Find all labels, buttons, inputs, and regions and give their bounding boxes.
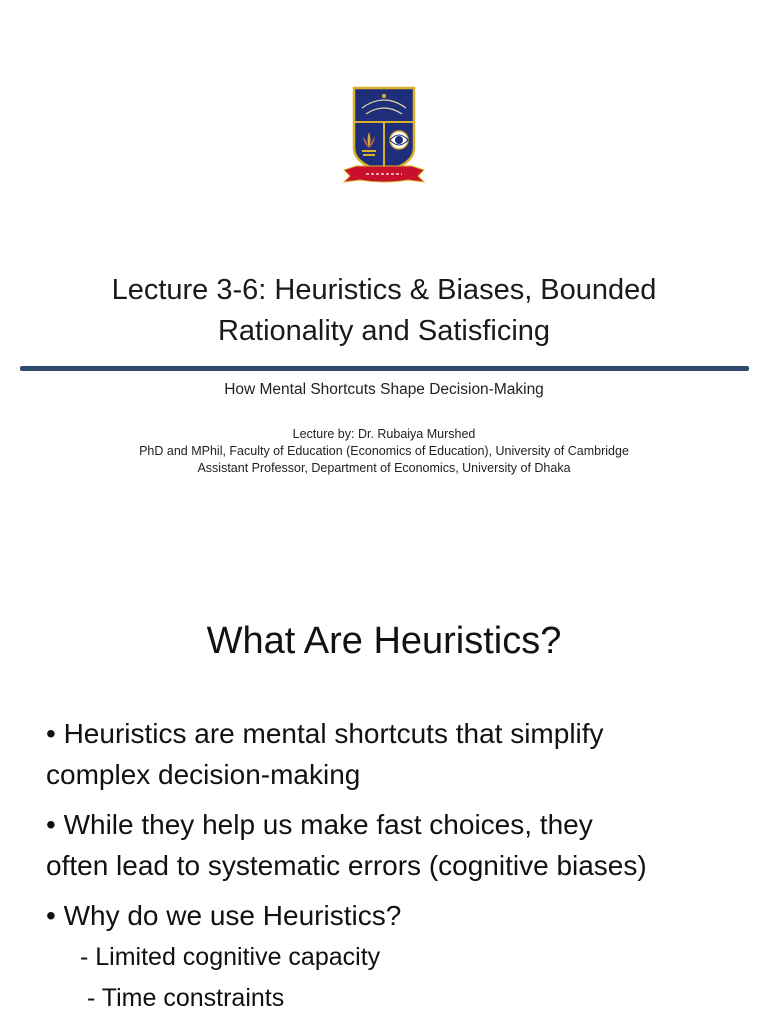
bullet-list (46, 713, 746, 1020)
lecturer-position: Assistant Professor, Department of Economics, University of Dhaka (197, 461, 571, 475)
lecturer-degree: PhD and MPhil, Faculty of Education (Economics of Education), University of Cambridge (139, 444, 629, 458)
bullet-line: often lead to systematic errors (cognitive biases) (46, 850, 647, 881)
bullet-item (46, 895, 746, 936)
bullet-line: • While they help us make fast choices, they (46, 809, 593, 840)
lecturer-name: Lecture by: Dr. Rubaiya Murshed (292, 427, 476, 441)
bullet-item (46, 713, 746, 795)
title-line-2: Rationality and Satisficing (217, 315, 551, 347)
bullet-item (46, 804, 746, 886)
bullet-line: complex decision-making (46, 759, 361, 790)
lecturer-credits (0, 426, 768, 477)
bullet-line: • Why do we use Heuristics? (46, 900, 402, 931)
lecture-subtitle: How Mental Shortcuts Shape Decision-Making (224, 381, 544, 398)
slide-heading: What Are Heuristics? (206, 620, 562, 662)
sub-item: - Limited cognitive capacity (80, 943, 381, 971)
lecture-title (40, 270, 728, 352)
title-divider (20, 366, 749, 371)
bullet-line: • Heuristics are mental shortcuts that simplify (46, 718, 604, 749)
university-crest-icon (342, 84, 426, 188)
title-line-1: Lecture 3-6: Heuristics & Biases, Bounded (111, 274, 657, 306)
sub-item: - Time constraints (80, 984, 285, 1012)
